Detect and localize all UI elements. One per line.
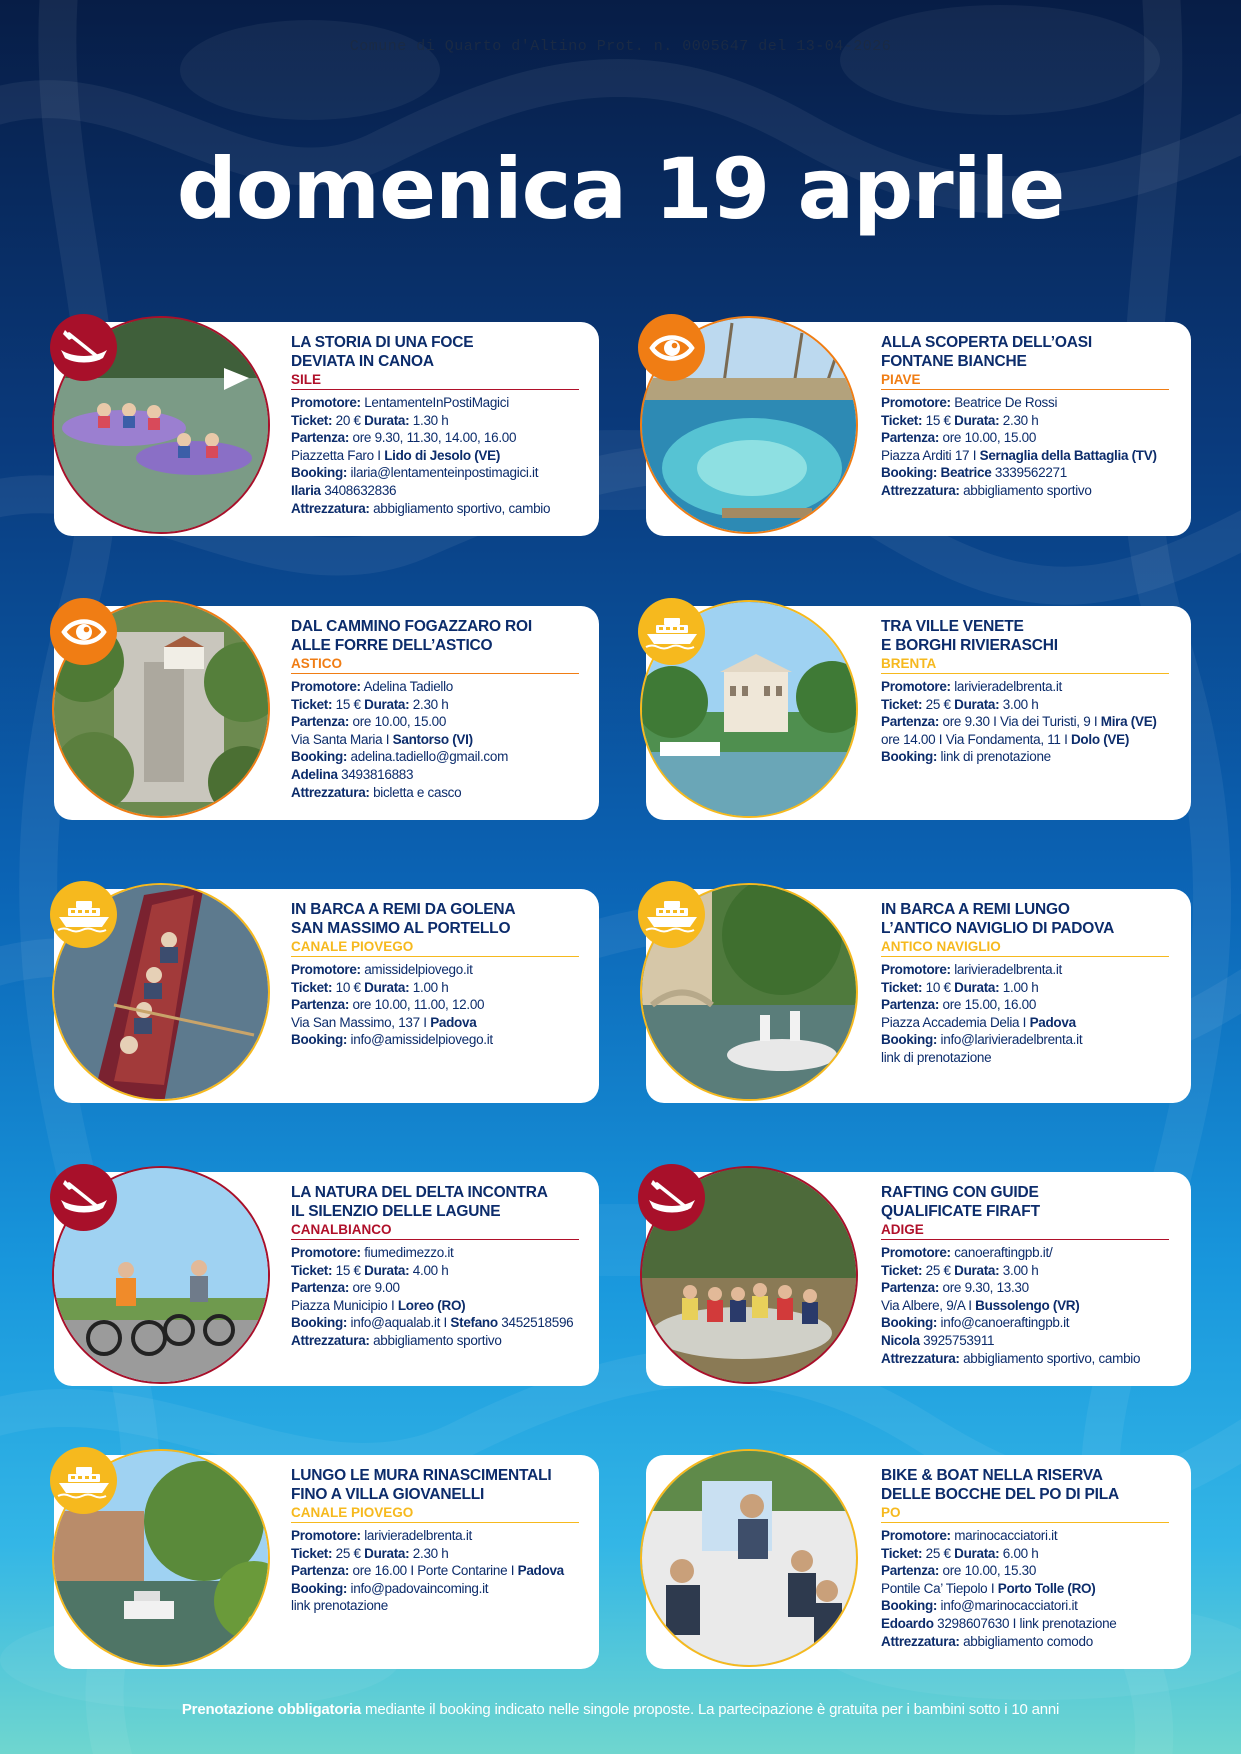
ticket-line: Ticket: 10 € Durata: 1.00 h <box>291 979 449 995</box>
boat-icon <box>644 897 700 933</box>
booking-link[interactable]: info@padovaincoming.it <box>350 1580 489 1596</box>
booking-line: Booking: info@canoeraftingpb.it <box>881 1315 1070 1331</box>
title-divider <box>291 1239 579 1240</box>
attrezzatura-line: Attrezzatura: abbigliamento comodo <box>881 1633 1093 1649</box>
event-details <box>291 617 591 801</box>
partenza-line: Partenza: ore 9.00 <box>291 1280 400 1296</box>
partenza-line: Partenza: ore 10.00, 15.30 <box>881 1563 1037 1579</box>
meeting-place: Piazza Accademia Delia I Padova <box>881 1014 1076 1030</box>
boat-icon <box>56 897 112 933</box>
booking-line: Booking: info@marinocacciatori.it <box>881 1598 1078 1614</box>
boat-badge <box>50 1447 117 1514</box>
booking-line: Booking: Beatrice 3339562271 <box>881 465 1067 481</box>
title-divider <box>291 956 579 957</box>
contact-line: Nicola 3925753911 <box>881 1332 995 1348</box>
event-details <box>291 333 591 517</box>
meeting-place: Via Santa Maria I Santorso (VI) <box>291 731 473 747</box>
canoe-badge <box>50 314 117 381</box>
booking-link[interactable]: info@larivieradelbrenta.it <box>940 1032 1083 1048</box>
headline-date: domenica 19 aprile <box>176 140 1065 238</box>
booking-link-extra[interactable]: link prenotazione <box>291 1598 388 1614</box>
event-title-line-2: DEVIATA IN CANOA <box>291 353 434 370</box>
promotore-line: Promotore: larivieradelbrenta.it <box>881 679 1062 694</box>
contact-line: Edoardo 3298607630 I link prenotazione <box>881 1615 1117 1631</box>
event-title-line-1: IN BARCA A REMI DA GOLENA <box>291 901 516 918</box>
attrezzatura-line: Attrezzatura: bicletta e casco <box>291 784 462 800</box>
booking-line: Booking: info@amissidelpiovego.it <box>291 1032 493 1048</box>
event-details <box>881 333 1181 500</box>
boat-icon <box>56 1463 112 1499</box>
event-details <box>881 1183 1181 1367</box>
event-details <box>291 900 591 1049</box>
booking-link[interactable]: ilaria@lentamenteinpostimagici.it <box>350 465 539 481</box>
event-title-line-2: FONTANE BIANCHE <box>881 353 1027 370</box>
river-name: CANALE PIOVEGO <box>291 1505 414 1520</box>
river-name: PO <box>881 1505 901 1520</box>
event-title-line-1: RAFTING CON GUIDE <box>881 1184 1039 1201</box>
promotore-line: Promotore: LentamenteInPostiMagici <box>291 395 509 410</box>
event-title-line-2: QUALIFICATE FIRAFT <box>881 1203 1040 1220</box>
partenza-line: Partenza: ore 9.30, 11.30, 14.00, 16.00 <box>291 430 517 446</box>
promotore-line: Promotore: canoeraftingpb.it/ <box>881 1245 1053 1260</box>
title-divider <box>881 389 1169 390</box>
partenza-line: Partenza: ore 10.00, 11.00, 12.00 <box>291 997 485 1013</box>
ticket-line: Ticket: 25 € Durata: 6.00 h <box>881 1545 1039 1561</box>
ticket-line: Ticket: 10 € Durata: 1.00 h <box>881 979 1039 995</box>
eye-icon <box>61 609 107 655</box>
event-title-line-2: FINO A VILLA GIOVANELLI <box>291 1486 485 1503</box>
booking-line: Booking: adelina.tadiello@gmail.com <box>291 749 509 765</box>
meeting-place: Piazza Municipio I Loreo (RO) <box>291 1297 466 1313</box>
booking-link-extra[interactable]: link di prenotazione <box>881 1049 992 1065</box>
promotore-line: Promotore: Adelina Tadiello <box>291 679 454 694</box>
booking-link[interactable]: adelina.tadiello@gmail.com <box>350 749 509 765</box>
event-photo <box>640 1449 858 1667</box>
event-title-line-1: BIKE & BOAT NELLA RISERVA <box>881 1467 1103 1484</box>
river-name: BRENTA <box>881 656 937 671</box>
booking-line: Booking: ilaria@lentamenteinpostimagici.it <box>291 465 539 481</box>
canoe-icon <box>57 1178 111 1218</box>
event-title-line-2: SAN MASSIMO AL PORTELLO <box>291 920 511 937</box>
attrezzatura-line: Attrezzatura: abbigliamento sportivo, cambio <box>291 500 551 516</box>
event-title-line-1: ALLA SCOPERTA DELL’OASI <box>881 334 1092 351</box>
promotore-line: Promotore: fiumedimezzo.it <box>291 1245 454 1260</box>
contact-line: Adelina 3493816883 <box>291 766 414 782</box>
ticket-line: Ticket: 25 € Durata: 3.00 h <box>881 696 1039 712</box>
canoe-icon <box>57 328 111 368</box>
boat-badge <box>638 881 705 948</box>
ticket-line: Ticket: 15 € Durata: 2.30 h <box>291 696 449 712</box>
partenza-line: Partenza: ore 16.00 I Porte Contarine I Padova <box>291 1563 564 1579</box>
event-title-line-1: LA STORIA DI UNA FOCE <box>291 334 474 351</box>
partenza-line: Partenza: ore 10.00, 15.00 <box>291 714 447 730</box>
title-divider <box>291 1522 579 1523</box>
event-title-line-2: ALLE FORRE DELL’ASTICO <box>291 637 493 654</box>
eye-badge <box>638 314 705 381</box>
contact-line: Ilaria 3408632836 <box>291 482 397 498</box>
attrezzatura-line: Attrezzatura: abbigliamento sportivo <box>881 482 1092 498</box>
partenza-line: Partenza: ore 10.00, 15.00 <box>881 430 1037 446</box>
meeting-place: Piazza Arditi 17 I Sernaglia della Battaglia (TV) <box>881 447 1157 463</box>
event-title-line-2: DELLE BOCCHE DEL PO DI PILA <box>881 1486 1120 1503</box>
partenza-line-2: ore 14.00 I Via Fondamenta, 11 I Dolo (VE) <box>881 731 1130 747</box>
footer-note <box>0 1701 1241 1718</box>
event-details <box>881 900 1181 1067</box>
booking-link[interactable]: info@marinocacciatori.it <box>940 1598 1078 1614</box>
river-name: ADIGE <box>881 1222 924 1237</box>
booking-link[interactable]: info@canoeraftingpb.it <box>940 1315 1070 1331</box>
event-title-line-2: E BORGHI RIVIERASCHI <box>881 637 1058 654</box>
promotore-line: Promotore: amissidelpiovego.it <box>291 962 473 977</box>
meeting-place: Pontile Ca’ Tiepolo I Porto Tolle (RO) <box>881 1580 1096 1596</box>
title-divider <box>881 956 1169 957</box>
partenza-line: Partenza: ore 9.30 I Via dei Turisti, 9 I Mira (VE) <box>881 714 1157 730</box>
booking-link[interactable]: info@amissidelpiovego.it <box>350 1032 493 1048</box>
eye-icon <box>649 325 695 371</box>
ticket-line: Ticket: 15 € Durata: 2.30 h <box>881 412 1039 428</box>
booking-line: Booking: info@aqualab.it I Stefano 3452518596 <box>291 1315 574 1331</box>
boat-badge <box>638 598 705 665</box>
ticket-line: Ticket: 15 € Durata: 4.00 h <box>291 1262 449 1278</box>
promotore-line: Promotore: Beatrice De Rossi <box>881 395 1058 410</box>
river-name: CANALBIANCO <box>291 1222 392 1237</box>
title-divider <box>291 389 579 390</box>
footer-text: mediante il booking indicato nelle singole proposte. La partecipazione è gratuita per i bambini sotto i 10 anni <box>361 1701 1060 1718</box>
partenza-line: Partenza: ore 15.00, 16.00 <box>881 997 1037 1013</box>
canoe-icon <box>645 1178 699 1218</box>
booking-line: Booking: info@larivieradelbrenta.it <box>881 1032 1083 1048</box>
river-name: ASTICO <box>291 656 343 671</box>
ticket-line: Ticket: 25 € Durata: 3.00 h <box>881 1262 1039 1278</box>
title-divider <box>291 673 579 674</box>
event-details <box>881 1466 1181 1650</box>
event-details <box>291 1466 591 1615</box>
booking-line: Booking: info@padovaincoming.it <box>291 1580 489 1596</box>
booking-line: Booking: link di prenotazione <box>881 749 1051 765</box>
event-title-line-1: TRA VILLE VENETE <box>881 618 1024 635</box>
event-title-line-1: LUNGO LE MURA RINASCIMENTALI <box>291 1467 552 1484</box>
meeting-place: Via Albere, 9/A I Bussolengo (VR) <box>881 1297 1080 1313</box>
eye-badge <box>50 598 117 665</box>
event-title-line-1: IN BARCA A REMI LUNGO <box>881 901 1070 918</box>
meeting-place: Piazzetta Faro I Lido di Jesolo (VE) <box>291 447 501 463</box>
booking-link[interactable]: link di prenotazione <box>940 749 1051 765</box>
title-divider <box>881 673 1169 674</box>
attrezzatura-line: Attrezzatura: abbigliamento sportivo <box>291 1332 502 1348</box>
footer-bold: Prenotazione obbligatoria <box>181 1701 362 1718</box>
river-name: SILE <box>291 372 322 387</box>
partenza-line: Partenza: ore 9.30, 13.30 <box>881 1280 1029 1296</box>
promotore-line: Promotore: marinocacciatori.it <box>881 1528 1058 1543</box>
ticket-line: Ticket: 25 € Durata: 2.30 h <box>291 1545 449 1561</box>
event-title-line-1: LA NATURA DEL DELTA INCONTRA <box>291 1184 548 1201</box>
event-details <box>881 617 1181 766</box>
promotore-line: Promotore: larivieradelbrenta.it <box>881 962 1062 977</box>
boat-icon <box>644 614 700 650</box>
event-title-line-2: L’ANTICO NAVIGLIO DI PADOVA <box>881 920 1115 937</box>
river-name: PIAVE <box>881 372 921 387</box>
river-name: CANALE PIOVEGO <box>291 939 414 954</box>
river-name: ANTICO NAVIGLIO <box>881 939 1001 954</box>
canoe-badge <box>50 1164 117 1231</box>
canoe-badge <box>638 1164 705 1231</box>
booking-link[interactable]: info@aqualab.it I <box>350 1315 451 1331</box>
protocol-stamp: Comune di Quarto d'Altino Prot. n. 0005647 del 13-04-2026 <box>349 38 892 55</box>
event-title-line-2: IL SILENZIO DELLE LAGUNE <box>291 1203 501 1220</box>
title-divider <box>881 1522 1169 1523</box>
ticket-line: Ticket: 20 € Durata: 1.30 h <box>291 412 449 428</box>
event-title-line-1: DAL CAMMINO FOGAZZARO ROI <box>291 618 532 635</box>
meeting-place: Via San Massimo, 137 I Padova <box>291 1014 477 1030</box>
promotore-line: Promotore: larivieradelbrenta.it <box>291 1528 472 1543</box>
title-divider <box>881 1239 1169 1240</box>
boat-badge <box>50 881 117 948</box>
event-details <box>291 1183 591 1350</box>
attrezzatura-line: Attrezzatura: abbigliamento sportivo, cambio <box>881 1350 1141 1366</box>
